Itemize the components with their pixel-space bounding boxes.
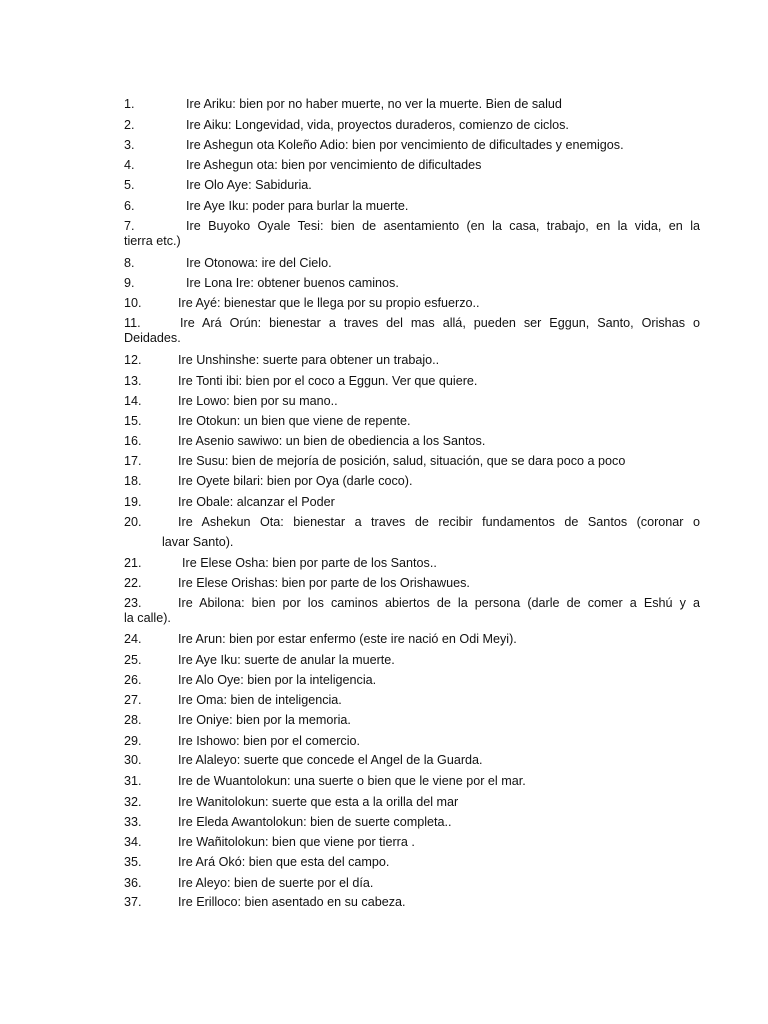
item-number: 23.	[124, 596, 142, 610]
item-number: 9.	[124, 276, 135, 290]
item-text: Ire Oyete bilari: bien por Oya (darle coco).	[178, 474, 413, 488]
item-text: Ire Ashegun ota: bien por vencimiento de dificultades	[186, 158, 482, 172]
item-number: 29.	[124, 734, 142, 748]
item-text: Ire Lowo: bien por su mano..	[178, 394, 338, 408]
item-text: Ire Wañitolokun: bien que viene por tierra .	[178, 835, 415, 849]
item-text: Ire Asenio sawiwo: un bien de obediencia a los Santos.	[178, 434, 486, 448]
item-text: Ire Ishowo: bien por el comercio.	[178, 734, 360, 748]
item-number: 25.	[124, 653, 142, 667]
item-number: 21.	[124, 556, 142, 570]
item-number: 30.	[124, 753, 142, 767]
item-number: 33.	[124, 815, 142, 829]
item-number: 4.	[124, 158, 135, 172]
item-text: Ire Arun: bien por estar enfermo (este ire nació en Odi Meyi).	[178, 632, 517, 646]
item-text: Ire Susu: bien de mejoría de posición, salud, situación, que se dara poco a poco	[178, 454, 626, 468]
item-number: 24.	[124, 632, 142, 646]
item-text: Ire Eleda Awantolokun: bien de suerte completa..	[178, 815, 452, 829]
item-text-continuation: Deidades.	[124, 331, 181, 345]
item-number: 28.	[124, 713, 142, 727]
item-text: Ire Lona Ire: obtener buenos caminos.	[186, 276, 399, 290]
item-text: Ire Alaleyo: suerte que concede el Angel de la Guarda.	[178, 753, 483, 767]
item-text: Ire de Wuantolokun: una suerte o bien que le viene por el mar.	[178, 774, 526, 788]
item-number: 14.	[124, 394, 142, 408]
item-text: Ire Oniye: bien por la memoria.	[178, 713, 351, 727]
item-text: Ire Elese Osha: bien por parte de los Santos..	[182, 556, 437, 570]
item-number: 27.	[124, 693, 142, 707]
item-number: 15.	[124, 414, 142, 428]
item-text: Ire Otokun: un bien que viene de repente.	[178, 414, 411, 428]
item-text: Ire Olo Aye: Sabiduria.	[186, 178, 312, 192]
item-number: 13.	[124, 374, 142, 388]
item-text: Ire Wanitolokun: suerte que esta a la orilla del mar	[178, 795, 459, 809]
item-number: 19.	[124, 495, 142, 509]
item-number: 16.	[124, 434, 142, 448]
item-text: Ire Tonti ibi: bien por el coco a Eggun. Ver que quiere.	[178, 374, 478, 388]
item-number: 32.	[124, 795, 142, 809]
item-number: 7.	[124, 219, 135, 233]
item-number: 31.	[124, 774, 142, 788]
item-number: 26.	[124, 673, 142, 687]
item-number: 12.	[124, 353, 142, 367]
item-text: Ire Ashegun ota Koleño Adio: bien por vencimiento de dificultades y enemigos.	[186, 138, 624, 152]
item-number: 2.	[124, 118, 135, 132]
item-text: Ire Aleyo: bien de suerte por el día.	[178, 876, 374, 890]
item-text-continuation: tierra etc.)	[124, 234, 181, 248]
item-number: 11.	[124, 316, 141, 330]
item-number: 17.	[124, 454, 142, 468]
item-text: Ire Buyoko Oyale Tesi: bien de asentamiento (en la casa, trabajo, en la vida, en la	[186, 219, 700, 233]
item-text: Ire Ashekun Ota: bienestar a traves de recibir fundamentos de Santos (coronar o	[178, 515, 700, 529]
item-number: 3.	[124, 138, 135, 152]
item-text: Ire Ayé: bienestar que le llega por su propio esfuerzo..	[178, 296, 480, 310]
item-number: 6.	[124, 199, 135, 213]
item-number: 34.	[124, 835, 142, 849]
item-number: 10.	[124, 296, 142, 310]
item-text: Ire Ará Orún: bienestar a traves del mas allá, pueden ser Eggun, Santo, Orishas o	[180, 316, 700, 330]
item-text: Ire Elese Orishas: bien por parte de los Orishawues.	[178, 576, 470, 590]
item-text: Ire Erilloco: bien asentado en su cabeza.	[178, 895, 406, 909]
item-number: 5.	[124, 178, 135, 192]
item-text: Ire Otonowa: ire del Cielo.	[186, 256, 332, 270]
item-number: 37.	[124, 895, 142, 909]
item-text: Ire Aiku: Longevidad, vida, proyectos duraderos, comienzo de ciclos.	[186, 118, 569, 132]
item-number: 20.	[124, 515, 142, 529]
item-text: Ire Obale: alcanzar el Poder	[178, 495, 335, 509]
item-text-continuation: la calle).	[124, 611, 171, 625]
item-number: 36.	[124, 876, 142, 890]
item-text: Ire Ará Okó: bien que esta del campo.	[178, 855, 390, 869]
item-text-continuation: lavar Santo).	[162, 535, 234, 549]
item-number: 22.	[124, 576, 142, 590]
item-text: Ire Unshinshe: suerte para obtener un trabajo..	[178, 353, 440, 367]
item-text: Ire Alo Oye: bien por la inteligencia.	[178, 673, 377, 687]
item-text: Ire Aye Iku: poder para burlar la muerte.	[186, 199, 409, 213]
item-number: 1.	[124, 97, 135, 111]
item-number: 8.	[124, 256, 135, 270]
item-number: 35.	[124, 855, 142, 869]
item-number: 18.	[124, 474, 142, 488]
item-text: Ire Aye Iku: suerte de anular la muerte.	[178, 653, 395, 667]
item-text: Ire Oma: bien de inteligencia.	[178, 693, 342, 707]
item-text: Ire Abilona: bien por los caminos abiertos de la persona (darle de comer a Eshú y a	[178, 596, 700, 610]
item-text: Ire Ariku: bien por no haber muerte, no ver la muerte. Bien de salud	[186, 97, 562, 111]
